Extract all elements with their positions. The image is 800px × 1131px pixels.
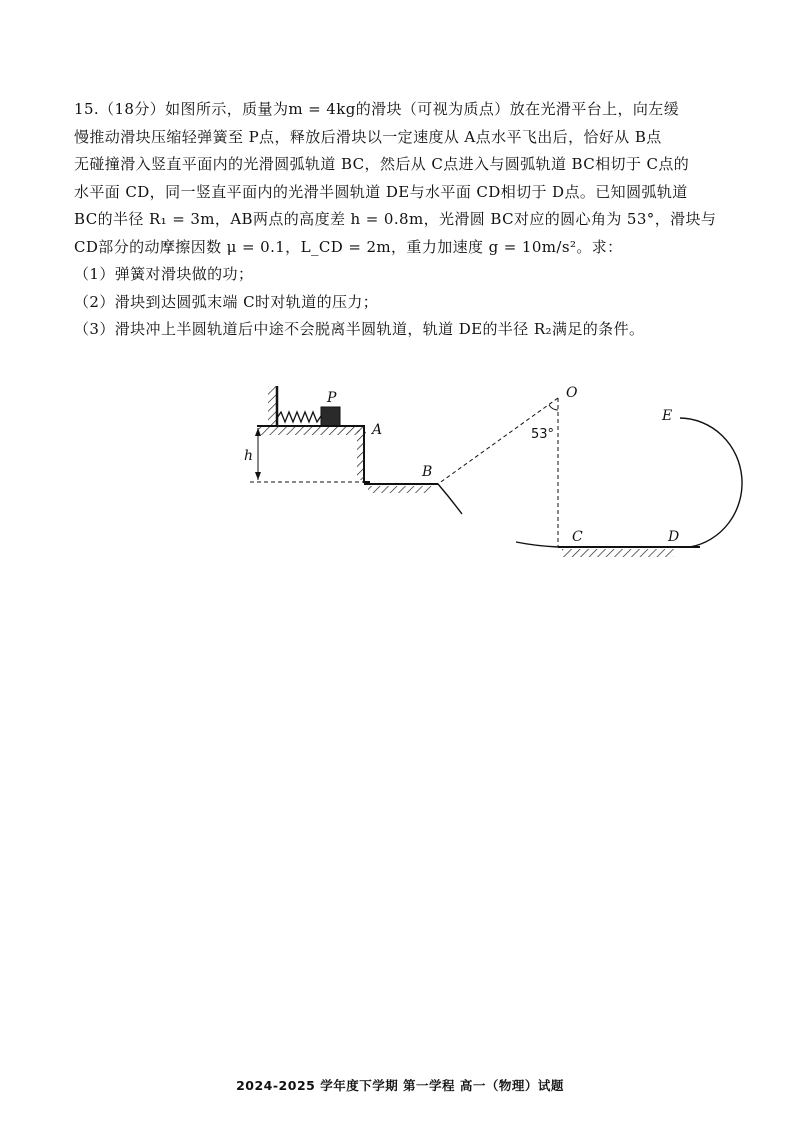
- arc-end-bc: [516, 542, 558, 547]
- problem-15: [74, 96, 734, 344]
- question-3: （3）滑块冲上半圆轨道后中途不会脱离半圆轨道，轨道 DE的半径 R₂满足的条件。: [74, 320, 645, 338]
- question-2: （2）滑块到达圆弧末端 C时对轨道的压力；: [74, 292, 379, 311]
- block-p: [321, 407, 340, 426]
- physics-diagram: [0, 370, 800, 580]
- platform-hatch: [258, 427, 366, 435]
- label-c: C: [572, 529, 583, 545]
- label-o: O: [566, 385, 578, 401]
- label-e: E: [662, 408, 673, 424]
- semicircle-de: [680, 418, 742, 547]
- angle-arc: [549, 405, 558, 410]
- ledge-hatch: [368, 486, 432, 493]
- spring: [277, 412, 321, 422]
- problem-line-5: BC的半径 R₁ = 3m，AB两点的高度差 h = 0.8m，光滑圆 BC对应的圆心角为 53°，滑块与: [74, 210, 717, 228]
- label-d: D: [668, 529, 680, 545]
- problem-line-1: 15.（18分）如图所示，质量为m = 4kg的滑块（可视为质点）放在光滑平台上，向左缓: [74, 100, 680, 118]
- ground-hatch: [562, 549, 674, 557]
- question-1: （1）弹簧对滑块做的功；: [74, 265, 254, 283]
- label-b: B: [422, 464, 433, 480]
- label-angle: 53°: [531, 427, 555, 442]
- problem-line-4: 水平面 CD，同一竖直平面内的光滑半圆轨道 DE与水平面 CD相切于 D点。已知圆弧轨道: [74, 182, 688, 201]
- label-p: P: [327, 390, 337, 406]
- label-h: h: [244, 448, 254, 464]
- problem-line-3: 无碰撞滑入竖直平面内的光滑圆弧轨道 BC，然后从 C点进入与圆弧轨道 BC相切于 C点的: [74, 155, 690, 173]
- exam-footer: 2024-2025 学年度下学期 第一学程 高一（物理）试题: [236, 1078, 564, 1093]
- wall-hatch: [268, 386, 276, 426]
- label-a: A: [372, 422, 383, 438]
- platform-side-hatch: [357, 430, 364, 480]
- h-arrow-bottom: [255, 472, 261, 480]
- problem-line-6: CD部分的动摩擦因数 μ = 0.1，L_CD = 2m，重力加速度 g = 10m/s²。求：: [74, 237, 623, 256]
- problem-line-2: 慢推动滑块压缩轻弹簧至 P点，释放后滑块以一定速度从 A点水平飞出后，恰好从 B点: [74, 127, 662, 146]
- arc-start-bc: [438, 484, 462, 514]
